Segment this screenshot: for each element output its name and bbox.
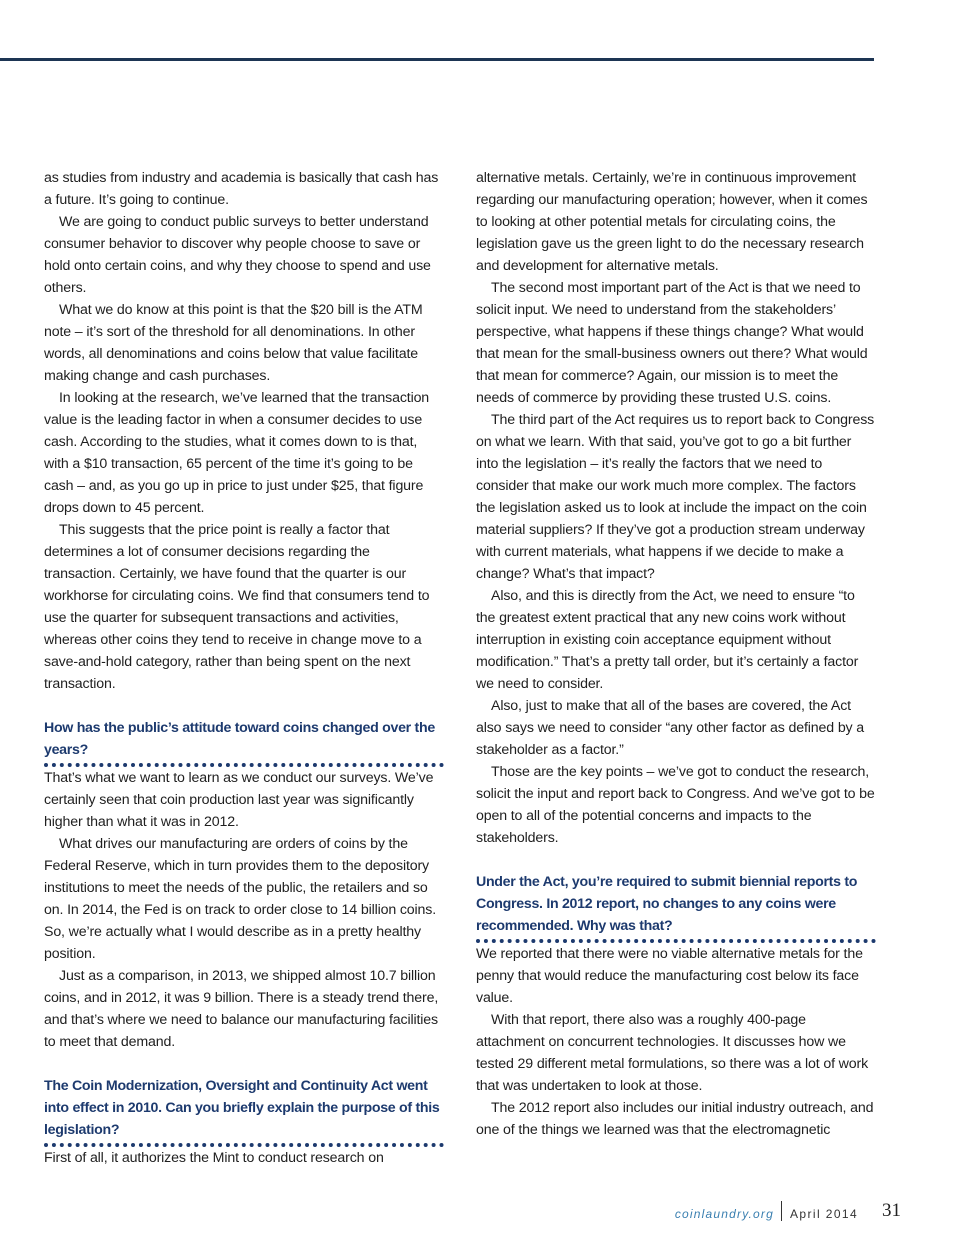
paragraph: In looking at the research, we’ve learned that the transaction value is the leading factor in when a consumer decides to use cash. According to the studies, what it comes down to is that, with a $10 transaction, 65 percent of the time it’s going to be cash – and, as you go up in price to just under $25, that figure drops down to 45 percent. xyxy=(44,390,430,516)
footer-date: April 2014 xyxy=(790,1207,859,1221)
question-heading: How has the public’s attitude toward coins changed over the years? xyxy=(44,717,444,767)
paragraph: That’s what we want to learn as we conduct our surveys. We’ve certainly seen that coin production last year was significantly higher than what it was in 2012. xyxy=(44,770,434,830)
paragraph: Also, just to make that all of the bases are covered, the Act also says we need to consider “any other factor as defined by a stakeholder as a factor.” xyxy=(476,698,865,758)
paragraph: We are going to conduct public surveys to better understand consumer behavior to discover why people choose to save or hold onto certain coins, and why they choose to spend and use others. xyxy=(44,214,431,296)
paragraph: alternative metals. Certainly, we’re in continuous improvement regarding our manufacturing operation; however, when it comes to looking at other potential metals for circulating coins, the legislation gave us the green light to do the necessary research and development for alternative metals. xyxy=(476,170,868,274)
question-heading: The Coin Modernization, Oversight and Continuity Act went into effect in 2010. Can you briefly explain the purpose of this legislation? xyxy=(44,1075,444,1147)
left-column xyxy=(44,167,444,1169)
question-heading: Under the Act, you’re required to submit biennial reports to Congress. In 2012 report, no changes to any coins were recommended. Why was that? xyxy=(476,871,876,943)
paragraph: What drives our manufacturing are orders of coins by the Federal Reserve, which in turn provides them to the depository institutions to meet the needs of the public, the retailers and so on. In 2014, the Fed is on track to order close to 14 billion coins. So, we’re actually what I would describe as in a pretty healthy position. xyxy=(44,836,437,962)
right-column xyxy=(476,167,876,1141)
footer-site-link[interactable]: coinlaundry.org xyxy=(674,1207,774,1221)
paragraph: The third part of the Act requires us to report back to Congress on what we learn. With that said, you’ve got to go a bit further into the legislation – it’s really the factors that we need to consider that make our work much more complex. The factors the legislation asked us to look at include the impact on the coin material suppliers? If they’ve got a production stream underway with current materials, what happens if we decide to make a change? What’s that impact? xyxy=(476,412,875,582)
paragraph: What we do know at this point is that the $20 bill is the ATM note – it’s sort of the threshold for all denominations. In other words, all denominations and coins below that value facilitate making change and cash purchases. xyxy=(44,302,423,384)
paragraph: Those are the key points – we’ve got to conduct the research, solicit the input and report back to Congress. And we’ve got to be open to all of the potential concerns and impacts to the stakeholders. xyxy=(476,764,875,846)
header-rule xyxy=(0,58,874,61)
page-footer xyxy=(0,1197,960,1227)
paragraph: as studies from industry and academia is basically that cash has a future. It’s going to continue. xyxy=(44,170,439,208)
paragraph: The second most important part of the Act is that we need to solicit input. We need to understand from the stakeholders’ perspective, what happens if these things change? What would that mean for the small-business owners out there? What would that mean for commerce? Again, our mission is to meet the needs of commerce by providing these trusted U.S. coins. xyxy=(476,280,868,406)
footer-divider xyxy=(781,1201,782,1221)
paragraph: This suggests that the price point is really a factor that determines a lot of consumer decisions regarding the transaction. Certainly, we have found that the quarter is our workhorse for circulating coins. We find that consumers tend to use the quarter for subsequent transactions and activities, whereas other coins they tend to receive in change move to a save-and-hold category, rather than being spent on the next transaction. xyxy=(44,522,430,692)
page-number: 31 xyxy=(882,1200,901,1221)
paragraph: The 2012 report also includes our initial industry outreach, and one of the things we learned was that the electromagnetic xyxy=(476,1100,874,1138)
paragraph: With that report, there also was a roughly 400-page attachment on concurrent technologies. It discusses how we tested 29 different metal formulations, so there was a lot of work that was undertaken to look at those. xyxy=(476,1012,869,1094)
paragraph: Just as a comparison, in 2013, we shipped almost 10.7 billion coins, and in 2012, it was 9 billion. There is a steady trend there, and that’s where we need to balance our manufacturing facilities to meet that demand. xyxy=(44,968,439,1050)
paragraph: We reported that there were no viable alternative metals for the penny that would reduce the manufacturing cost below its face value. xyxy=(476,946,863,1006)
paragraph: First of all, it authorizes the Mint to conduct research on xyxy=(44,1150,384,1166)
paragraph: Also, and this is directly from the Act, we need to ensure “to the greatest extent practical that any new coins work without interruption in existing coin acceptance equipment without modification.” That’s a pretty tall order, but it’s certainly a factor we need to consider. xyxy=(476,588,859,692)
